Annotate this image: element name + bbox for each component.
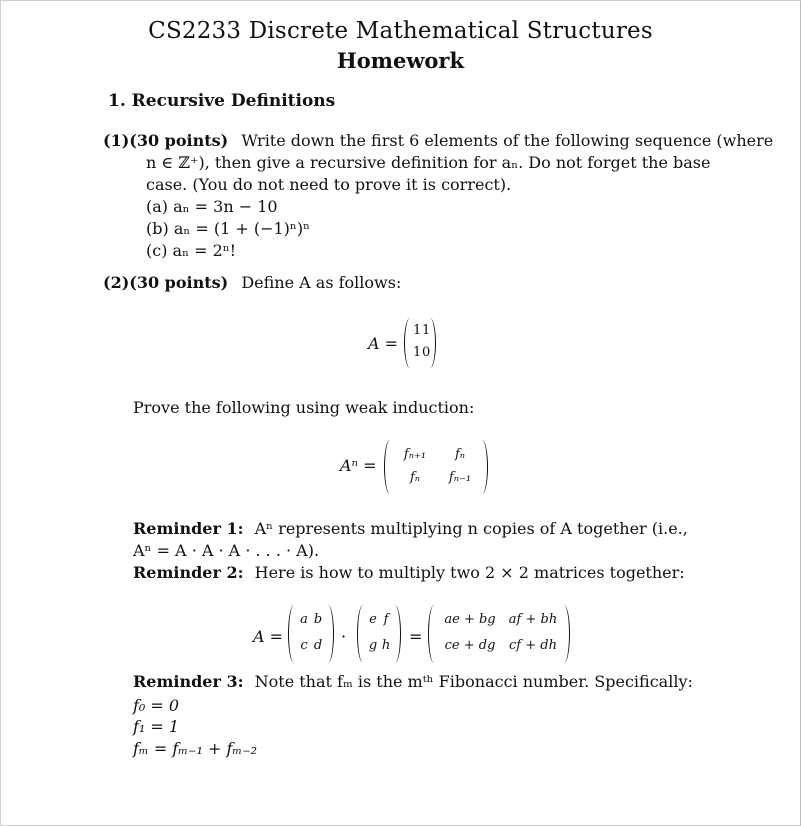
- matrix-ab-right-paren: [324, 605, 334, 663]
- reminder-1-label: Reminder 1:: [133, 519, 244, 538]
- reminder-2-text: Here is how to multiply two 2 × 2 matrices together:: [254, 563, 685, 582]
- matrix-ef-right-paren: [391, 605, 401, 663]
- matrix-product: [428, 605, 570, 663]
- matrix-ef: [357, 605, 401, 663]
- reminder-2-label: Reminder 2:: [133, 563, 244, 582]
- matrix-ab-cell: d: [313, 638, 323, 653]
- mult-lhs: A =: [253, 627, 284, 646]
- matrix-an: [384, 440, 488, 494]
- matrix-ab-cell: c: [300, 638, 308, 653]
- question-1-line-1: [103, 131, 773, 150]
- matrix-ef-cell: h: [381, 638, 391, 653]
- matrix-a-cell: 1: [413, 323, 422, 338]
- document-subtitle: Homework: [336, 48, 465, 73]
- matrix-product-cell: cf + dh: [509, 638, 557, 653]
- matrix-a-cell: 1: [422, 323, 431, 338]
- matrix-a-lhs: A =: [368, 334, 399, 353]
- mult-dot: ·: [341, 627, 347, 646]
- reminder-2-line: [133, 563, 685, 582]
- matrix-product-cell: ce + dg: [444, 638, 496, 653]
- matrix-product-cell: ae + bg: [444, 612, 496, 627]
- question-1-part-b: (b) aₙ = (1 + (−1)ⁿ)ⁿ: [146, 219, 311, 238]
- section-heading: 1. Recursive Definitions: [108, 91, 336, 111]
- prove-text: Prove the following using weak induction:: [133, 398, 475, 417]
- matrix-an-cell: fₙ₋₁: [448, 470, 472, 485]
- reminder-1-line-1: [133, 519, 688, 538]
- matrix-an-left-paren: [384, 440, 394, 494]
- matrix-ef-cell: f: [383, 612, 389, 627]
- matrix-ab-cell: b: [313, 612, 323, 627]
- question-1-line-2: n ∈ ℤ⁺), then give a recursive definition for aₙ. Do not forget the base: [146, 153, 711, 172]
- matrix-ab-cell: a: [300, 612, 308, 627]
- reminder-3-line: [133, 672, 693, 691]
- matrix-ef-cell: e: [369, 612, 377, 627]
- matrix-a: [404, 318, 436, 368]
- document-title: CS2233 Discrete Mathematical Structures: [148, 18, 653, 44]
- question-1-line-3: case. (You do not need to prove it is correct).: [146, 175, 512, 194]
- fibonacci-f0: f₀ = 0: [133, 696, 180, 715]
- matrix-ab-left-paren: [288, 605, 298, 663]
- matrix-an-cell: fₙ₊₁: [403, 447, 427, 462]
- matrix-a-cell: 0: [422, 345, 431, 360]
- question-1-part-c: (c) aₙ = 2ⁿ!: [146, 241, 237, 260]
- mult-equals: =: [409, 627, 423, 646]
- question-1-text-1: Write down the first 6 elements of the following sequence (where: [241, 131, 774, 150]
- matrix-an-lhs: Aⁿ =: [340, 456, 377, 475]
- question-2-label: (2)(30 points): [103, 273, 229, 292]
- fibonacci-fm: fₘ = fₘ₋₁ + fₘ₋₂: [133, 739, 258, 758]
- matrix-ef-left-paren: [357, 605, 367, 663]
- question-1-part-a: (a) aₙ = 3n − 10: [146, 197, 278, 216]
- fibonacci-f1: f₁ = 1: [133, 717, 180, 736]
- question-2-text: Define A as follows:: [241, 273, 402, 292]
- reminder-1-line-2: Aⁿ = A · A · A · . . . · A).: [133, 541, 320, 560]
- matrix-an-cell: fₙ: [454, 447, 466, 462]
- reminder-3-text: Note that fₘ is the mᵗʰ Fibonacci number. Specifically:: [254, 672, 693, 691]
- question-2-line: [103, 273, 401, 292]
- reminder-3-label: Reminder 3:: [133, 672, 244, 691]
- question-1-label: (1)(30 points): [103, 131, 229, 150]
- reminder-1-text: Aⁿ represents multiplying n copies of A together (i.e.,: [254, 519, 688, 538]
- matrix-a-cell: 1: [413, 345, 422, 360]
- matrix-ab: [288, 605, 334, 663]
- matrix-ef-cell: g: [368, 638, 378, 653]
- matrix-product-cell: af + bh: [508, 612, 558, 627]
- matrix-an-cell: fₙ: [409, 470, 421, 485]
